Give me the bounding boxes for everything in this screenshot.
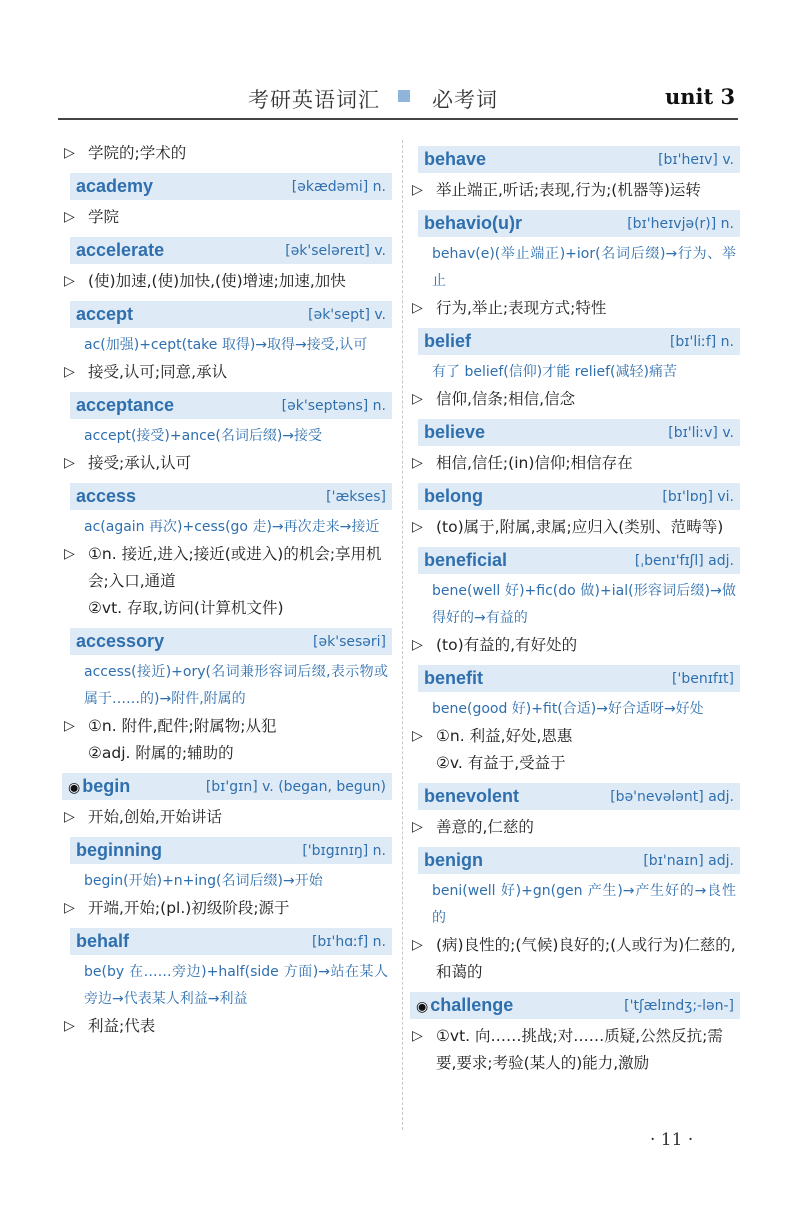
phonetic: [ək'sept] v. [308,306,386,323]
triangle-icon: ▷ [412,819,423,835]
etymology: behav(e)(举止端正)+ior(名词后缀)→行为、举止 [432,246,736,289]
headword-bar [418,847,740,874]
page-number: · 11 · [650,1130,694,1150]
sense-line [62,450,392,477]
sense-line [62,740,392,767]
sense-line [62,359,392,386]
headword-group [424,668,483,689]
word-entry [410,146,740,204]
sense-line [410,450,740,477]
headword-group [424,850,483,871]
etymology: access(接近)+ory(名词兼形容词后缀,表示物或属于……的)→附件,附属的 [84,664,388,707]
sense-text: 学院 [88,208,120,226]
word-entry [410,483,740,541]
sense-text: ①n. 附件,配件;附属物;从犯 [88,717,277,735]
triangle-icon: ▷ [412,937,423,953]
column-divider [402,140,403,1130]
headword: accept [76,304,134,324]
phonetic: [bɪ'liːf] n. [669,333,734,350]
headword: benefit [424,668,484,688]
triangle-icon: ▷ [64,209,75,225]
sense-line [410,632,740,659]
phonetic: [bɪ'lɒŋ] vi. [662,488,734,505]
triangle-icon: ▷ [64,364,75,380]
phonetic: ['benɪfɪt] [672,670,734,687]
headword-bar [70,301,392,328]
word-entry [62,628,392,767]
headword-group [76,840,162,861]
headword: begin [82,776,131,796]
phonetic: ['tʃælɪndʒ;-lən-] [624,997,734,1014]
sense-line [410,750,740,777]
triangle-icon: ▷ [412,182,423,198]
triangle-icon: ▷ [412,300,423,316]
etymology: ac(加强)+cept(take 取得)→取得→接受,认可 [84,337,368,353]
etymology: 有了 belief(信仰)才能 relief(减轻)痛苦 [432,364,677,380]
headword-group [76,176,153,197]
key-word-icon: ◉ [68,780,81,796]
headword-bar [418,419,740,446]
page-header [0,0,800,120]
headword-bar [70,837,392,864]
headword-bar [418,146,740,173]
headword-bar [70,483,392,510]
sense-text: 学院的;学术的 [88,144,187,162]
phonetic: [bɪ'heɪvjə(r)] n. [627,215,734,232]
sense-text: 开端,开始;(pl.)初级阶段;源于 [88,899,290,917]
triangle-icon: ▷ [412,519,423,535]
sense-text: 接受;承认,认可 [88,454,192,472]
sense-text: ②v. 有益于,受益于 [436,754,566,772]
triangle-icon: ▷ [412,1028,423,1044]
sense-line [62,895,392,922]
word-entry [62,928,392,1040]
triangle-icon: ▷ [412,391,423,407]
phonetic: [bɪ'gɪn] v. (began, begun) [205,778,386,795]
etymology: begin(开始)+n+ing(名词后缀)→开始 [84,873,323,889]
headword-bar [410,992,740,1019]
phonetic: [bɪ'liːv] v. [668,424,734,441]
sense-text: ①vt. 向……挑战;对……质疑,公然反抗;需要,要求;考验(某人的)能力,激励 [436,1027,723,1072]
triangle-icon: ▷ [64,546,75,562]
etymology: beni(well 好)+gn(gen 产生)→产生好的→良性的 [432,883,736,926]
sense-line [410,932,740,986]
sense-text: (to)有益的,有好处的 [436,636,578,654]
sense-line [62,204,392,231]
headword: accelerate [76,240,165,260]
headword-group [424,213,522,234]
sense-line [410,177,740,204]
square-icon [398,90,410,102]
headword-bar [418,210,740,237]
word-entry [410,210,740,322]
phonetic: ['bɪgɪnɪŋ] n. [302,842,386,859]
sense-text: (使)加速,(使)加快,(使)增速;加速,加快 [88,272,346,290]
headword-group [424,149,486,170]
sense-text: (to)属于,附属,隶属;应归入(类别、范畴等) [436,518,724,536]
phonetic: [ək'sesəri] [313,633,386,650]
headword-bar [418,547,740,574]
sense-line [410,723,740,750]
headword-group [76,395,174,416]
word-entry [62,483,392,622]
word-entry [410,992,740,1077]
sense-text: 行为,举止;表现方式;特性 [436,299,607,317]
triangle-icon: ▷ [64,145,75,161]
section-title: 必考词 [432,88,498,112]
etymology: be(by 在……旁边)+half(side 方面)→站在某人旁边→代表某人利益→利益 [84,964,388,1007]
headword-bar [418,328,740,355]
headword: behalf [76,931,130,951]
word-entry [410,665,740,777]
headword-bar [70,392,392,419]
headword: beginning [76,840,162,860]
etymology: accept(接受)+ance(名词后缀)→接受 [84,428,323,444]
phonetic: [ˌbenɪ'fɪʃl] adj. [634,552,734,569]
headword-group [68,776,130,797]
triangle-icon: ▷ [64,809,75,825]
triangle-icon: ▷ [412,728,423,744]
triangle-icon: ▷ [64,273,75,289]
phonetic: ['ækses] [326,488,386,505]
headword: challenge [430,995,514,1015]
headword-bar [62,773,392,800]
headword-group [424,331,471,352]
etymology: ac(again 再次)+cess(go 走)→再次走来→接近 [84,519,380,535]
headword-group [424,422,485,443]
headword-bar [418,783,740,810]
sense-line [410,295,740,322]
headword-bar [418,483,740,510]
headword-group [76,304,133,325]
headword: accessory [76,631,165,651]
headword-group [424,786,519,807]
headword: benevolent [424,786,520,806]
sense-text: ①n. 接近,进入;接近(或进入)的机会;享用机会;入口,通道 [88,545,382,590]
headword-group [424,486,483,507]
headword: belief [424,331,472,351]
word-entry [410,783,740,841]
sense-line [62,541,392,595]
book-title: 考研英语词汇 [248,88,380,112]
key-word-icon: ◉ [416,999,429,1015]
phonetic: [bɪ'hɑːf] n. [311,933,386,950]
word-entry [410,847,740,986]
sense-line [62,1013,392,1040]
sense-line [410,386,740,413]
word-entry [410,328,740,413]
headword: acceptance [76,395,175,415]
phonetic: [ək'septəns] n. [281,397,386,414]
headword: beneficial [424,550,508,570]
triangle-icon: ▷ [412,637,423,653]
sense-text: 举止端正,听话;表现,行为;(机器等)运转 [436,181,701,199]
sense-line [62,595,392,622]
triangle-icon: ▷ [64,718,75,734]
sense-text: 信仰,信条;相信,信念 [436,390,576,408]
word-entry [410,547,740,659]
headword: benign [424,850,483,870]
word-entry [62,173,392,231]
headword: behavio(u)r [424,213,523,233]
triangle-icon: ▷ [64,455,75,471]
etymology: bene(good 好)+fit(合适)→好合适呀→好处 [432,701,704,717]
headword-group [416,995,513,1016]
sense-line [62,804,392,831]
word-entry [62,392,392,477]
headword: academy [76,176,154,196]
word-entry [62,773,392,831]
headword: access [76,486,137,506]
headword: behave [424,149,487,169]
phonetic: [bə'nevələnt] adj. [610,788,734,805]
sense-line [410,514,740,541]
sense-line [410,814,740,841]
headword: belong [424,486,483,506]
headword: believe [424,422,486,442]
headword-bar [70,628,392,655]
headword-group [76,931,129,952]
sense-line [62,268,392,295]
triangle-icon: ▷ [64,1018,75,1034]
sense-text: ②adj. 附属的;辅助的 [88,744,234,762]
word-entry [410,419,740,477]
sense-line [62,713,392,740]
phonetic: [əkædəmi] n. [291,178,386,195]
phonetic: [ək'seləreɪt] v. [285,242,386,259]
sense-text: 利益;代表 [88,1017,156,1035]
sense-text: (病)良性的;(气候)良好的;(人或行为)仁慈的,和蔼的 [436,936,736,981]
triangle-icon: ▷ [412,455,423,471]
headword-bar [70,173,392,200]
word-entry [62,237,392,295]
sense-text: ①n. 利益,好处,恩惠 [436,727,573,745]
headword-group [76,486,136,507]
sense-line [410,1023,740,1077]
sense-text: 善意的,仁慈的 [436,818,534,836]
sense-text: 相信,信任;(in)信仰;相信存在 [436,454,633,472]
right-column [410,140,740,1077]
sense-text: 开始,创始,开始讲话 [88,808,222,826]
header-divider [58,118,738,120]
headword-bar [418,665,740,692]
etymology: bene(well 好)+fic(do 做)+ial(形容词后缀)→做得好的→有益的 [432,583,736,626]
phonetic: [bɪ'heɪv] v. [658,151,734,168]
word-entry [62,301,392,386]
headword-group [424,550,507,571]
sense-text: 接受,认可;同意,承认 [88,363,228,381]
triangle-icon: ▷ [64,900,75,916]
unit-label: unit 3 [665,84,736,109]
headword-group [76,240,164,261]
word-entry [62,837,392,922]
headword-group [76,631,164,652]
sense-text: ②vt. 存取,访问(计算机文件) [88,599,284,617]
headword-bar [70,928,392,955]
headword-bar [70,237,392,264]
phonetic: [bɪ'naɪn] adj. [643,852,734,869]
left-column [62,140,392,1040]
sense-line [62,140,392,167]
